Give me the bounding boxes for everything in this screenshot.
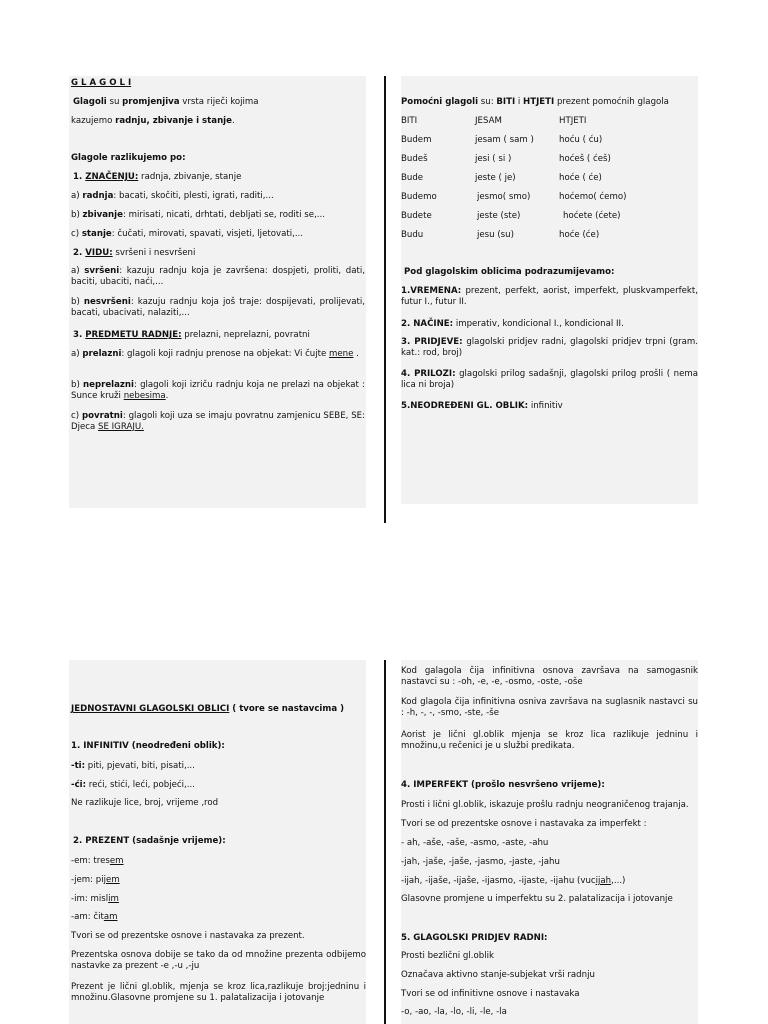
aorist-vowel: Kod galagola čija infinitivna osnova završava na samogasnik nastavci su : -oh, -e, -e, -osmo, -oste, -oše [401,666,698,687]
aspect-item: 2. VIDU: svršeni i nesvršeni [73,248,196,258]
present-em: -em: tresem [71,856,124,866]
table-cell: hoćete (ćete) [563,211,621,221]
object-b: b) neprelazni: glagoli koji izriču radnju koja ne prelazi na objekat : Sunce kruži nebesima. [71,380,365,401]
table-cell: hoću ( ću) [559,135,603,145]
participle-desc-1: Prosti bezlični gl.oblik [401,951,494,961]
meaning-item: 1. ZNAČENJU: radnja, zbivanje, stanje [73,172,242,182]
object-item: 3. PREDMETU RADNJE: prelazni, neprelazni, povratni [73,330,310,340]
table-cell: JESAM [475,116,502,126]
object-a: a) prelazni: glagoli koji radnju prenose na objekat: Vi čujte mene . [71,349,359,359]
present-jem: -jem: pijem [71,875,120,885]
table-cell: Budem [401,135,432,145]
forms-moods: 2. NAČINE: imperativ, kondicional I., kondicional II. [401,319,624,329]
table-cell: hoćemo( ćemo) [559,192,627,202]
top-left-panel [69,76,366,508]
present-heading: 2. PREZENT (sadašnje vrijeme): [73,836,226,846]
divider-top [384,76,386,523]
classification-heading: Glagole razlikujemo po: [71,153,186,163]
aorist-consonant: Kod glagola čija infinitivna osniva završava na suglasnik nastavci su : -h, -, -, -smo, -ste, -še [401,697,698,718]
participle-desc-3: Tvori se od infinitivne osnove i nastavaka [401,989,580,999]
aspect-a: a) svršeni: kazuju radnju koja je završena: dospjeti, proliti, dati, baciti, ubaciti, naći,... [71,266,365,287]
present-am: -am: čitam [71,912,118,922]
table-cell: Budete [401,211,432,221]
infinitive-ci: -ći: reći, stići, leći, pobjeći,... [71,780,195,790]
table-cell: jesmo( smo) [477,192,531,202]
table-cell: Budemo [401,192,437,202]
meaning-b: b) zbivanje: mirisati, nicati, drhtati, debljati se, roditi se,... [71,210,325,220]
infinitive-note: Ne razlikuje lice, broj, vrijeme ,rod [71,798,219,808]
object-c: c) povratni: glagoli koji uza se imaju povratnu zamjenicu SEBE, SE: Djeca SE IGRAJU. [71,411,365,432]
meaning-a: a) radnja: bacati, skočiti, plesti, igrati, raditi,... [71,191,274,201]
table-cell: jesam ( sam ) [475,135,534,145]
present-personal: Prezent je lični gl.oblik, mjenja se kroz lica,razlikuje broj:jedninu i množinu.Glasovne promjene su 1. palatalizacija i jotovanje [71,982,366,1003]
present-formation: Tvori se od prezentske osnove i nastavaka za prezent. [71,931,305,941]
imperfect-heading: 4. IMPERFEKT (prošlo nesvršeno vrijeme): [401,780,605,790]
table-cell: BITI [401,116,418,126]
auxiliary-intro: Pomoćni glagoli su: BITI i HTJETI prezent pomoćnih glagola [401,97,669,107]
infinitive-heading: 1. INFINITIV (neodređeni oblik): [71,741,225,751]
imperfect-sound-changes: Glasovne promjene u imperfektu su 2. palatalizacija i jotovanje [401,894,673,904]
imperfect-endings-3: -ijah, -ijaše, -ijaše, -ijasmo, -ijaste, -ijahu (vucijah,...) [401,876,626,886]
aorist-note: Aorist je lični gl.oblik mjenja se kroz lica razlikuje jedninu i množinu,u rečenici je u službi predikata. [401,730,698,751]
table-cell: hoćeš ( ćeš) [559,154,611,164]
table-cell: hoće (će) [559,230,600,240]
aspect-b: b) nesvršeni: kazuju radnju koja još traje: dospijevati, prolijevati, bacati, ubacivati, nalaziti,... [71,297,365,318]
forms-heading: Pod glagolskim oblicima podrazumijevamo: [404,267,615,277]
table-cell: jesi ( si ) [475,154,512,164]
imperfect-endings-2: -jah, -jaše, -jaše, -jasmo, -jaste, -jahu [401,857,560,867]
divider-bottom [384,660,386,1024]
table-cell: HTJETI [559,116,587,126]
forms-infinitive: 5.NEODREĐENI GL. OBLIK: infinitiv [401,401,563,411]
table-cell: Budu [401,230,424,240]
table-cell: hoće ( će) [559,173,602,183]
present-stem: Prezentska osnova dobije se tako da od množine prezenta odbijemo nastavke za prezent -e ,-u ,-ju [71,950,366,971]
forms-adjectives: 3. PRIDJEVE: glagolski pridjev radni, glagolski pridjev trpni (gram. kat.: rod, broj) [401,337,698,358]
imperfect-endings-1: - ah, -aše, -aše, -asmo, -aste, -ahu [401,838,549,848]
table-cell: jeste (ste) [477,211,521,221]
participle-desc-2: Označava aktivno stanje-subjekat vrši radnju [401,970,595,980]
present-im: -im: mislim [71,894,119,904]
infinitive-ti: -ti: piti, pjevati, biti, pisati,... [71,761,195,771]
simple-forms-title: JEDNOSTAVNI GLAGOLSKI OBLICI ( tvore se nastavcima ) [71,704,345,714]
table-cell: Budeš [401,154,428,164]
imperfect-formation: Tvori se od prezentske osnove i nastavaka za imperfekt : [401,819,647,829]
table-cell: jeste ( je) [475,173,516,183]
intro-line: Glagoli su promjenjiva vrsta riječi kojima [73,97,259,107]
active-participle-heading: 5. GLAGOLSKI PRIDJEV RADNI: [401,933,548,943]
forms-tenses: 1.VREMENA: prezent, perfekt, aorist, imperfekt, pluskvamperfekt, futur I., futur II. [401,286,698,307]
participle-endings: -o, -ao, -la, -lo, -li, -le, -la [401,1007,507,1017]
section-title: G L A G O L I [71,78,132,88]
meaning-c: c) stanje: čučati, mirovati, spavati, visjeti, ljetovati,... [71,229,304,239]
imperfect-desc: Prosti i lični gl.oblik, iskazuje prošlu radnju neograničenog trajanja. [401,800,689,810]
intro-line-2: kazujemo radnju, zbivanje i stanje. [71,116,235,126]
forms-adverbs: 4. PRILOZI: glagolski prilog sadašnji, glagolski prilog prošli ( nema lica ni broja) [401,369,698,390]
table-cell: jesu (su) [477,230,514,240]
table-cell: Bude [401,173,424,183]
